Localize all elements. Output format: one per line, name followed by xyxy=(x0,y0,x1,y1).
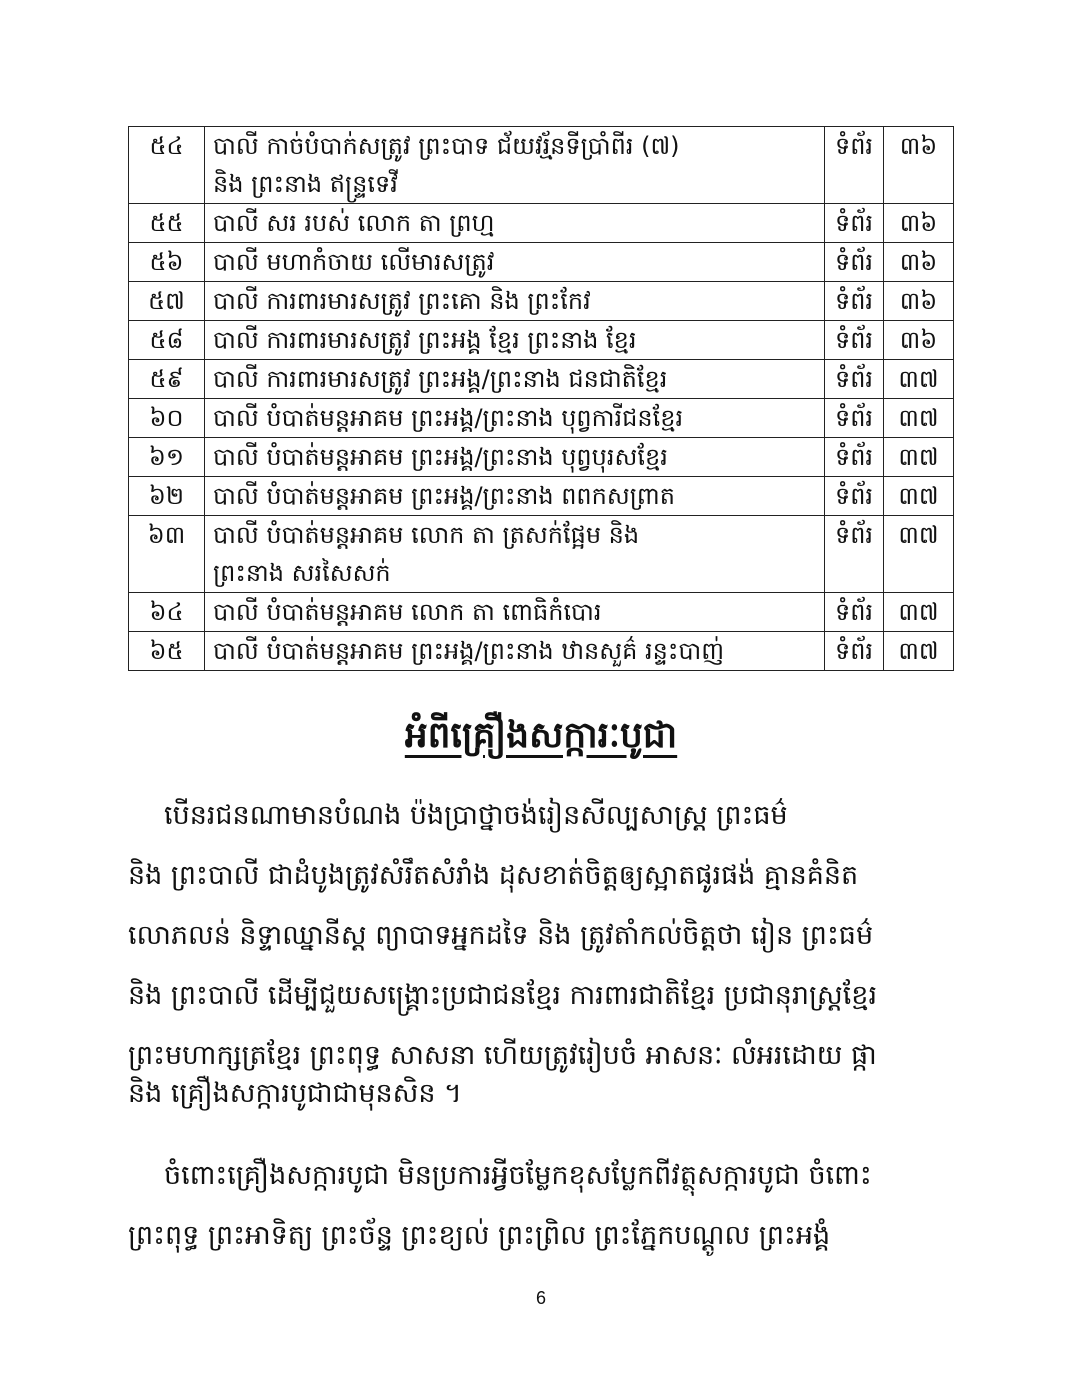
toc-page-label: ទំព័រ xyxy=(825,243,884,282)
toc-page-label: ទំព័រ xyxy=(825,438,884,477)
body-paragraph-2 xyxy=(128,1146,954,1266)
toc-page-number: ៣៧ xyxy=(884,516,954,593)
toc-title xyxy=(205,243,825,282)
toc-row xyxy=(129,477,954,516)
toc-row xyxy=(129,204,954,243)
paragraph-line: ព្រះពុទ្ធ ព្រះអាទិត្យ ព្រះច័ន្ទ ព្រះខ្យល់ ព្រះព្រិល ព្រះភ្នែកបណ្តូល ព្រះអង្គំ xyxy=(128,1220,831,1251)
body-paragraph-1 xyxy=(128,786,954,1122)
toc-title-line: បាលី មហាកំចាយ លើមារសត្រូវ xyxy=(213,248,495,276)
toc-page-label: ទំព័រ xyxy=(825,127,884,204)
toc-page-number: ៣៧ xyxy=(884,438,954,477)
toc-page-label: ទំព័រ xyxy=(825,321,884,360)
toc-number: ៦២ xyxy=(129,477,205,516)
toc-row xyxy=(129,593,954,632)
toc-row xyxy=(129,438,954,477)
toc-title-line: និង ព្រះនាង ឥន្ទ្រទេវី xyxy=(213,170,398,198)
section-heading-text: អំពីគ្រឿងសក្ការៈបូជា xyxy=(404,715,678,756)
toc-page-number: ៣៦ xyxy=(884,243,954,282)
paragraph-line: និង ព្រះបាលី ជាដំបូងត្រូវសំរឹតសំរាំង ដុសខាត់ចិត្តឲ្យស្អាតផូរផង់ គ្មានគំនិត xyxy=(128,860,859,891)
toc-title xyxy=(205,593,825,632)
toc-title-line: បាលី សរ របស់ លោក តា ព្រហ្ម xyxy=(213,209,495,237)
toc-row xyxy=(129,632,954,671)
toc-page-number: ៣៦ xyxy=(884,321,954,360)
toc-number: ៥៧ xyxy=(129,282,205,321)
toc-page-number: ៣៧ xyxy=(884,632,954,671)
toc-title xyxy=(205,127,825,204)
toc-number: ៦១ xyxy=(129,438,205,477)
toc-number: ៥៤ xyxy=(129,127,205,204)
toc-page-label: ទំព័រ xyxy=(825,477,884,516)
toc-number: ៦៥ xyxy=(129,632,205,671)
toc-title-line: បាលី ការពារមារសត្រូវ ព្រះអង្គ ខ្មែរ ព្រះនាង ខ្មែរ xyxy=(213,326,637,354)
toc-row xyxy=(129,399,954,438)
toc-title-line: បាលី កាច់បំបាក់សត្រូវ ព្រះបាទ ជ័យវរ្ម័នទីប្រាំពីរ (៧) xyxy=(213,132,680,160)
toc-title-line: បាលី បំបាត់មន្តអាគម ព្រះអង្គ/ព្រះនាង បុព្វបុរសខ្មែរ xyxy=(213,443,668,471)
toc-page-label: ទំព័រ xyxy=(825,360,884,399)
toc-title-line: ព្រះនាង សរសៃសក់ xyxy=(213,559,391,587)
toc-page-number: ៣៧ xyxy=(884,360,954,399)
toc-number: ៦០ xyxy=(129,399,205,438)
table-of-contents xyxy=(128,126,954,671)
toc-title xyxy=(205,438,825,477)
toc-title-line: បាលី បំបាត់មន្តអាគម លោក តា ត្រសក់ផ្អែម និង xyxy=(213,521,640,549)
toc-row xyxy=(129,321,954,360)
toc-title-line: បាលី បំបាត់មន្តអាគម ព្រះអង្គ/ព្រះនាង ពពកសព្រាត xyxy=(213,482,675,510)
toc-title xyxy=(205,321,825,360)
toc-title-line: បាលី ការពារមារសត្រូវ ព្រះគោ និង ព្រះកែវ xyxy=(213,287,591,315)
toc-row xyxy=(129,243,954,282)
toc-title xyxy=(205,204,825,243)
toc-number: ៥៥ xyxy=(129,204,205,243)
toc-title xyxy=(205,632,825,671)
toc-number: ៥៦ xyxy=(129,243,205,282)
toc-title xyxy=(205,399,825,438)
toc-page-number: ៣៧ xyxy=(884,477,954,516)
toc-title xyxy=(205,516,825,593)
toc-page-number: ៣៧ xyxy=(884,399,954,438)
toc-page-number: ៣៦ xyxy=(884,282,954,321)
paragraph-line: និង ព្រះបាលី ដើម្បីជួយសង្គ្រោះប្រជាជនខ្មែរ ការពារជាតិខ្មែរ ប្រជានុរាស្ត្រខ្មែរ xyxy=(128,980,878,1011)
toc-row xyxy=(129,127,954,204)
toc-number: ៦៣ xyxy=(129,516,205,593)
toc-title-line: បាលី បំបាត់មន្តអាគម ព្រះអង្គ/ព្រះនាង ឋានសួគ៌ រន្ទះបាញ់ xyxy=(213,637,725,665)
toc-page-label: ទំព័រ xyxy=(825,632,884,671)
section-heading xyxy=(0,712,1082,765)
toc-title xyxy=(205,360,825,399)
toc-number: ៥៩ xyxy=(129,360,205,399)
toc-title-line: បាលី បំបាត់មន្តអាគម លោក តា ពោធិកំបោរ xyxy=(213,598,602,626)
toc-number: ៥៨ xyxy=(129,321,205,360)
paragraph-line: ព្រះមហាក្សត្រខ្មែរ ព្រះពុទ្ធ សាសនា ហើយត្រូវរៀបចំ អាសនៈ លំអរដោយ ផ្កា xyxy=(128,1040,877,1071)
toc-title-line: បាលី ការពារមារសត្រូវ ព្រះអង្គ/ព្រះនាង ជនជាតិខ្មែរ xyxy=(213,365,668,393)
toc-row xyxy=(129,360,954,399)
paragraph-line: លោភលន់ និទ្ទាឈ្នានីស្ត ព្យាបាទអ្នកដទៃ និង ត្រូវតាំកល់ចិត្តថា រៀន ព្រះធម៌ xyxy=(128,920,874,951)
toc-title xyxy=(205,477,825,516)
toc-page-label: ទំព័រ xyxy=(825,516,884,593)
toc-page-label: ទំព័រ xyxy=(825,399,884,438)
paragraph-line: និង គ្រឿងសក្ការបូជាជាមុនសិន ។ xyxy=(128,1078,462,1109)
toc-title-line: បាលី បំបាត់មន្តអាគម ព្រះអង្គ/ព្រះនាង បុព្វការីជនខ្មែរ xyxy=(213,404,684,432)
toc-page-number: ៣៦ xyxy=(884,127,954,204)
page-number: 6 xyxy=(535,1288,546,1308)
toc-page-number: ៣៧ xyxy=(884,593,954,632)
toc-row xyxy=(129,282,954,321)
toc-page-number: ៣៦ xyxy=(884,204,954,243)
toc-page-label: ទំព័រ xyxy=(825,282,884,321)
toc-page-label: ទំព័រ xyxy=(825,593,884,632)
toc-number: ៦៤ xyxy=(129,593,205,632)
toc-page-label: ទំព័រ xyxy=(825,204,884,243)
toc-title xyxy=(205,282,825,321)
paragraph-line: ចំពោះគ្រឿងសក្ការបូជា មិនប្រការអ្វីចម្លែកខុសប្លែកពីវត្ថុសក្ការបូជា ចំពោះ xyxy=(164,1160,872,1191)
paragraph-line: បើនរជនណាមានបំណង ប៉ងប្រាថ្នាចង់រៀនសីល្បសាស្ត្រ ព្រះធម៌ xyxy=(164,800,788,831)
toc-row xyxy=(129,516,954,593)
